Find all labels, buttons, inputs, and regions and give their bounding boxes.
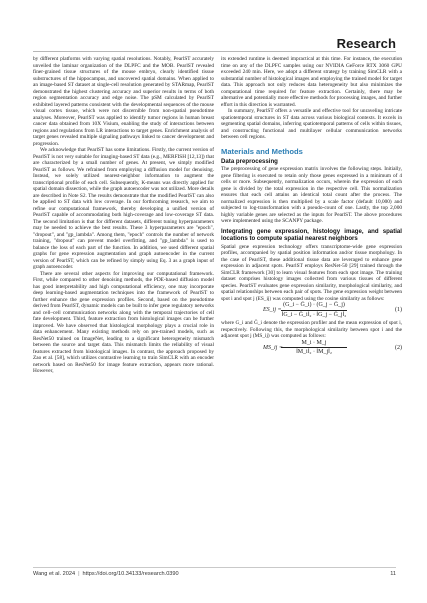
- footer-citation: Wang et al. 2024 | https://doi.org/10.34133/research.0390: [33, 571, 179, 577]
- left-column: [33, 56, 214, 375]
- paragraph: There are several other aspects for improving our computational framework. First, while compared to other denoising methods, the PDE-based diffusion model has good interpretability and high computational efficiency, one may incorporate deep learning-based augmentation techniques into the framework of PearlST to further enhance the gene expression profiles. Second, based on the pseudotime derived from PearlST, dynamic models can be built to infer gene regulatory networks and cell–cell communication networks along with the temporal trajectories of cell fate development. Third, feature extraction from histological images can be further improved. We have observed that histological morphology plays a crucial role in data enhancement. Many existing methods rely on pre-trained models, such as ResNet50 trained on ImageNet, leading to a significant heterogeneity mismatch between the source and target data. This mismatch limits the reliability of visual features extracted from histological images. In contrast, the approach proposed by Zao et al. [58], which utilizes contrastive learning to train SimCLR with an encoder network based on ResNet50 for image feature extraction, appears more rational. However,: [33, 270, 214, 374]
- equation-fraction: [281, 340, 347, 357]
- paragraph: We acknowledge that PearlST has some limitations. Firstly, the current version of PearlST is not very suitable for imaging-based ST data (e.g., MERFISH [12,13]) that are characterized by a small number of genes. At present, we simply modified PearlST as follows. We refrained from employing a diffusion model for denoising. Instead, we solely utilized nearest-neighbor information to augment the transcriptional profile of each cell. Subsequently, K-means was directly applied for spatial domain dissection, while the graph autoencoder was not utilized. More details are described in Note S2. The results demonstrate that the modified PearlST can also be applied to ST data with low coverage. In our forthcoming research, we aim to refine our computational framework, thereby developing a unified version of PearlST capable of accommodating both high-coverage and low-coverage ST data. The second limitation is that for different datasets, different tuning hyperparameters may be needed to achieve the best results. These 3 hyperparameters are "epoch", "dropout", and "gp_lambda". Among them, "epoch" controls the number of network training, "dropout" can prevent model overfitting, and "gp_lambda" is used to balance the loss of each part of the function. In addition, we used different spatial graphs for gene expression augmentation and graph autoencoder in the current version of PearlST, which can be refined by simply using Eq. 3 as a graph input of graph autoencoder.: [33, 147, 214, 270]
- equation-lhs: MS_ij =: [263, 344, 283, 351]
- doi-link[interactable]: https://doi.org/10.34133/research.0390: [82, 571, 179, 577]
- equation-number: (2): [395, 344, 402, 351]
- paragraph: its extended runtime is deemed impractical at this time. For instance, the execution time on any of the DLPFC samples using our NVIDIA GeForce RTX 3060 GPU exceeded 240 min. Here, we adopt a different strategy by training SimCLR with a substantial number of histological images and employing the trained model for target data. This approach not only reduces data heterogeneity but also minimizes the computational time required for feature extraction. Certainly, there may be alternative and potentially more effective methods for processing images, and further effort in this direction is warranted.: [221, 56, 402, 108]
- journal-name: Research: [336, 36, 396, 51]
- footer-rule: [33, 567, 396, 568]
- equation-denominator: ‖G_i − Ḡ_i‖₂ · ‖G_j − Ḡ_j‖₂: [281, 311, 347, 318]
- equation-numerator: M_i · M_j: [281, 340, 347, 349]
- subsection-title: Data preprocessing: [221, 158, 278, 165]
- equation-denominator: ‖M_i‖₂ · ‖M_j‖₂: [296, 349, 332, 356]
- subsection-title: Integrating gene expression, histology image, and spatial locations to compute spatial nearest neighbors: [221, 228, 402, 243]
- section-title: Materials and Methods: [221, 147, 303, 156]
- page-number: 11: [390, 571, 396, 577]
- paragraph: Spatial gene expression technology offers transcriptome-wide gene expression profiles, accompanied by spatial position information and/or tissue morphology. In the case of PearlST, these additional tissue data are leveraged to enhance gene expression in adjacent spots. PearlST employs ResNet-50 [29] trained through the SimCLR framework [30] to learn visual features from each spot image. The training dataset comprises histology images collected from various tissues of different species. PearlST evaluates gene expression similarity, morphological similarity, and spatial relationships between each pair of spots. The gene expression weight between spot i and spot j (ES_ij) was computed using the cosine similarity as follows:: [221, 243, 402, 302]
- citation-authors: Wang et al. 2024: [33, 571, 76, 577]
- paragraph: by different platforms with varying spatial resolutions. Notably, PearlST accurately unveiled the laminar organization of the DLPFC and the MOB. PearlST revealed finer-grained tissue structures of the mouse embryo, clearly identified tissue substructures of the hippocampus, and uncovered spatial domains. When applied to an image-based ST dataset at single-cell resolution generated by STARmap, PearlST demonstrated the highest clustering accuracy and superior results in terms of both region segmentation accuracy and edge noise. The pSM calculated by PearlST exhibited layered patterns consistent with the developmental sequences of the mouse visual cortex tissue, which were not discernible from non-spatial pseudotime analyses. Moreover, PearlST was applied to identify tumor regions in human breast cancer data obtained from 10X Visium, enabling the study of interactions between regions and regulations from LR interactions to target genes. Enrichment analysis of target genes revealed multiple signaling pathways linked to cancer development and progression.: [33, 56, 214, 147]
- equation-number: (1): [395, 307, 402, 314]
- right-column: [221, 56, 402, 358]
- equation-1: [221, 302, 402, 320]
- paragraph: In summary, PearlST offers a versatile and effective tool for unraveling intricate spatiotemporal structures in ST data across various biological contexts. It excels in segmenting spatial domains, inferring spatiotemporal patterns of cells within tissues, and constructing functional and multilayer cellular communication networks between cell regions.: [221, 108, 402, 140]
- equation-2: [221, 340, 402, 358]
- equation-numerator: (G_i − Ḡ_i) · (G_j − Ḡ_j): [281, 302, 347, 311]
- equation-fraction: [281, 302, 347, 319]
- equation-lhs: ES_ij =: [263, 307, 282, 314]
- header-rule: [33, 51, 396, 52]
- paragraph: The preprocessing of gene expression matrix involves the following steps. Initially, gene filtering is executed to retain only those genes expressed in a minimum of 4 cells or more. Subsequently, normalization occurs, wherein the expression of each gene is divided by the total expression in the respective cell. This normalization ensures that each cell attains an identical total count after the process. The normalized expression is then multiplied by a scale factor (default 10,000) and subjected to log-transformation with a pseudo-count of one. Lastly, the top 2,000 highly variable genes are selected as the inputs for PearlST. The above procedures were implemented using the SCANPY package.: [221, 166, 402, 225]
- paragraph: where G_i and Ḡ_i denote the expression profiler and the mean expression of spot i, respectively. Following this, the morphological similarity between spot i and the adjacent spot j (MS_ij) was computed as follows:: [221, 320, 402, 340]
